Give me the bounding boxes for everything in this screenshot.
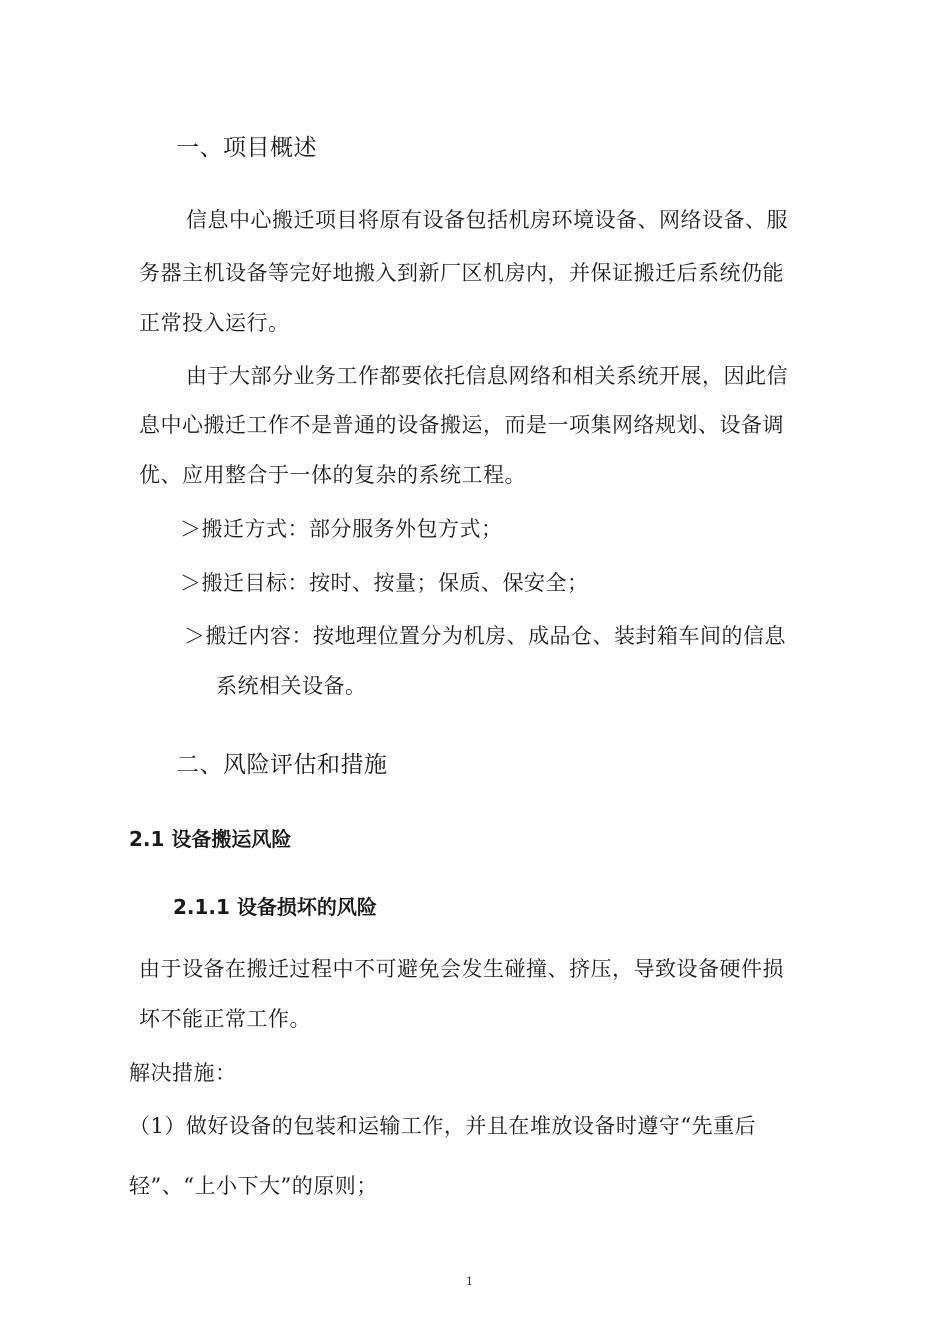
subsection-2-1-1-heading: 2.1.1 设备损坏的风险 [173, 895, 377, 919]
bullet-content-cont: 系统相关设备。 [216, 674, 367, 698]
para-2-line-2: 息中心搬迁工作不是普通的设备搬运，而是一项集网络规划、设备调 [139, 413, 784, 437]
bullet-goal: ＞搬迁目标：按时、按量；保质、保安全； [180, 571, 589, 595]
measure-1-line-2: 轻”、“上小下大”的原则； [129, 1174, 378, 1198]
bullet-method: ＞搬迁方式：部分服务外包方式； [180, 517, 503, 541]
para-1-line-1: 信息中心搬迁项目将原有设备包括机房环境设备、网络设备、服 [186, 208, 788, 232]
subsection-2-1-heading: 2.1 设备搬运风险 [129, 827, 292, 851]
para-2-line-1: 由于大部分业务工作都要依托信息网络和相关系统开展，因此信 [186, 364, 788, 388]
section-1-heading: 一、项目概述 [176, 135, 317, 161]
para-1-line-3: 正常投入运行。 [139, 311, 290, 335]
risk-para-line-2: 坏不能正常工作。 [139, 1007, 311, 1031]
para-2-line-3: 优、应用整合于一体的复杂的系统工程。 [139, 463, 526, 487]
risk-para-line-1: 由于设备在搬迁过程中不可避免会发生碰撞、挤压，导致设备硬件损 [139, 957, 784, 981]
measure-1-line-1: （1）做好设备的包装和运输工作，并且在堆放设备时遵守“先重后 [129, 1114, 757, 1138]
section-2-heading: 二、风险评估和措施 [176, 752, 388, 778]
page-number: 1 [466, 1275, 473, 1288]
measures-label: 解决措施： [129, 1061, 237, 1085]
para-1-line-2: 务器主机设备等完好地搬入到新厂区机房内，并保证搬迁后系统仍能 [139, 261, 784, 285]
bullet-content: ＞搬迁内容：按地理位置分为机房、成品仓、装封箱车间的信息 [184, 624, 786, 648]
